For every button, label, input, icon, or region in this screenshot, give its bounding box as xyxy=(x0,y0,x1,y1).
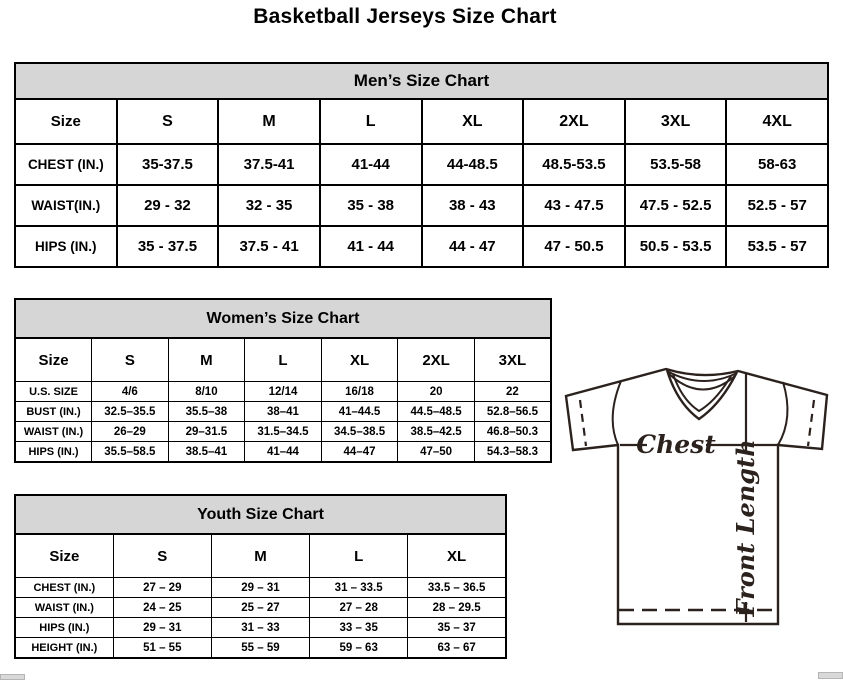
column-header: M xyxy=(168,338,245,382)
value-cell: 35 - 38 xyxy=(320,185,422,226)
scrollbar-fragment-right[interactable] xyxy=(818,672,843,679)
value-cell: 38.5–42.5 xyxy=(398,422,475,442)
column-header: 3XL xyxy=(625,99,727,144)
column-header: M xyxy=(211,534,309,578)
chest-label: Chest xyxy=(636,430,716,459)
mens-size-chart-table-grid xyxy=(14,62,829,268)
womens-size-chart-table xyxy=(14,298,552,463)
row-label: HIPS (IN.) xyxy=(15,618,113,638)
value-cell: 32.5–35.5 xyxy=(92,402,169,422)
mens-size-chart-table xyxy=(14,62,829,268)
value-cell: 34.5–38.5 xyxy=(321,422,398,442)
row-label: CHEST (IN.) xyxy=(15,578,113,598)
row-label: WAIST (IN.) xyxy=(15,422,92,442)
row-label: HIPS (IN.) xyxy=(15,442,92,463)
value-cell: 29 – 31 xyxy=(113,618,211,638)
value-cell: 35-37.5 xyxy=(117,144,219,185)
scrollbar-fragment-left[interactable] xyxy=(0,674,25,680)
value-cell: 41 - 44 xyxy=(320,226,422,267)
value-cell: 31 – 33.5 xyxy=(310,578,408,598)
value-cell: 31.5–34.5 xyxy=(245,422,322,442)
value-cell: 31 – 33 xyxy=(211,618,309,638)
column-header: S xyxy=(117,99,219,144)
value-cell: 25 – 27 xyxy=(211,598,309,618)
value-cell: 41–44.5 xyxy=(321,402,398,422)
value-cell: 55 – 59 xyxy=(211,638,309,659)
value-cell: 29 – 31 xyxy=(211,578,309,598)
column-header: 2XL xyxy=(523,99,625,144)
column-header: 4XL xyxy=(726,99,828,144)
value-cell: 28 – 29.5 xyxy=(408,598,506,618)
value-cell: 33 – 35 xyxy=(310,618,408,638)
table-title: Men’s Size Chart xyxy=(15,63,828,99)
column-header: S xyxy=(113,534,211,578)
value-cell: 33.5 – 36.5 xyxy=(408,578,506,598)
row-label: CHEST (IN.) xyxy=(15,144,117,185)
table-title: Women’s Size Chart xyxy=(15,299,551,338)
value-cell: 12/14 xyxy=(245,382,322,402)
column-header: 2XL xyxy=(398,338,475,382)
value-cell: 53.5 - 57 xyxy=(726,226,828,267)
value-cell: 47 - 50.5 xyxy=(523,226,625,267)
value-cell: 20 xyxy=(398,382,475,402)
column-header: 3XL xyxy=(474,338,551,382)
value-cell: 52.8–56.5 xyxy=(474,402,551,422)
value-cell: 41–44 xyxy=(245,442,322,463)
column-header: XL xyxy=(321,338,398,382)
value-cell: 29–31.5 xyxy=(168,422,245,442)
page-title: Basketball Jerseys Size Chart xyxy=(253,5,557,28)
size-row-label: Size xyxy=(15,338,92,382)
value-cell: 48.5-53.5 xyxy=(523,144,625,185)
value-cell: 32 - 35 xyxy=(218,185,320,226)
value-cell: 24 – 25 xyxy=(113,598,211,618)
value-cell: 44 - 47 xyxy=(422,226,524,267)
row-label: HEIGHT (IN.) xyxy=(15,638,113,659)
jersey-measurement-diagram xyxy=(556,356,843,648)
row-label: WAIST (IN.) xyxy=(15,598,113,618)
value-cell: 38.5–41 xyxy=(168,442,245,463)
value-cell: 54.3–58.3 xyxy=(474,442,551,463)
value-cell: 27 – 29 xyxy=(113,578,211,598)
column-header: XL xyxy=(408,534,506,578)
value-cell: 29 - 32 xyxy=(117,185,219,226)
value-cell: 4/6 xyxy=(92,382,169,402)
table-title: Youth Size Chart xyxy=(15,495,506,534)
value-cell: 35 – 37 xyxy=(408,618,506,638)
youth-size-chart-table-grid xyxy=(14,494,507,659)
column-header: XL xyxy=(422,99,524,144)
value-cell: 35 - 37.5 xyxy=(117,226,219,267)
value-cell: 52.5 - 57 xyxy=(726,185,828,226)
value-cell: 27 – 28 xyxy=(310,598,408,618)
value-cell: 35.5–38 xyxy=(168,402,245,422)
value-cell: 63 – 67 xyxy=(408,638,506,659)
value-cell: 44–47 xyxy=(321,442,398,463)
value-cell: 37.5 - 41 xyxy=(218,226,320,267)
column-header: L xyxy=(245,338,322,382)
row-label: U.S. SIZE xyxy=(15,382,92,402)
value-cell: 16/18 xyxy=(321,382,398,402)
column-header: L xyxy=(320,99,422,144)
value-cell: 53.5-58 xyxy=(625,144,727,185)
value-cell: 38–41 xyxy=(245,402,322,422)
value-cell: 44.5–48.5 xyxy=(398,402,475,422)
value-cell: 41-44 xyxy=(320,144,422,185)
value-cell: 44-48.5 xyxy=(422,144,524,185)
row-label: BUST (IN.) xyxy=(15,402,92,422)
value-cell: 38 - 43 xyxy=(422,185,524,226)
value-cell: 8/10 xyxy=(168,382,245,402)
youth-size-chart-table xyxy=(14,494,507,659)
row-label: HIPS (IN.) xyxy=(15,226,117,267)
front-length-label: Front Length xyxy=(731,439,760,617)
value-cell: 47.5 - 52.5 xyxy=(625,185,727,226)
column-header: M xyxy=(218,99,320,144)
value-cell: 58-63 xyxy=(726,144,828,185)
value-cell: 51 – 55 xyxy=(113,638,211,659)
value-cell: 50.5 - 53.5 xyxy=(625,226,727,267)
value-cell: 59 – 63 xyxy=(310,638,408,659)
row-label: WAIST(IN.) xyxy=(15,185,117,226)
value-cell: 46.8–50.3 xyxy=(474,422,551,442)
size-row-label: Size xyxy=(15,534,113,578)
column-header: L xyxy=(310,534,408,578)
value-cell: 47–50 xyxy=(398,442,475,463)
column-header: S xyxy=(92,338,169,382)
value-cell: 37.5-41 xyxy=(218,144,320,185)
size-row-label: Size xyxy=(15,99,117,144)
value-cell: 22 xyxy=(474,382,551,402)
value-cell: 43 - 47.5 xyxy=(523,185,625,226)
value-cell: 35.5–58.5 xyxy=(92,442,169,463)
womens-size-chart-table-grid xyxy=(14,298,552,463)
value-cell: 26–29 xyxy=(92,422,169,442)
